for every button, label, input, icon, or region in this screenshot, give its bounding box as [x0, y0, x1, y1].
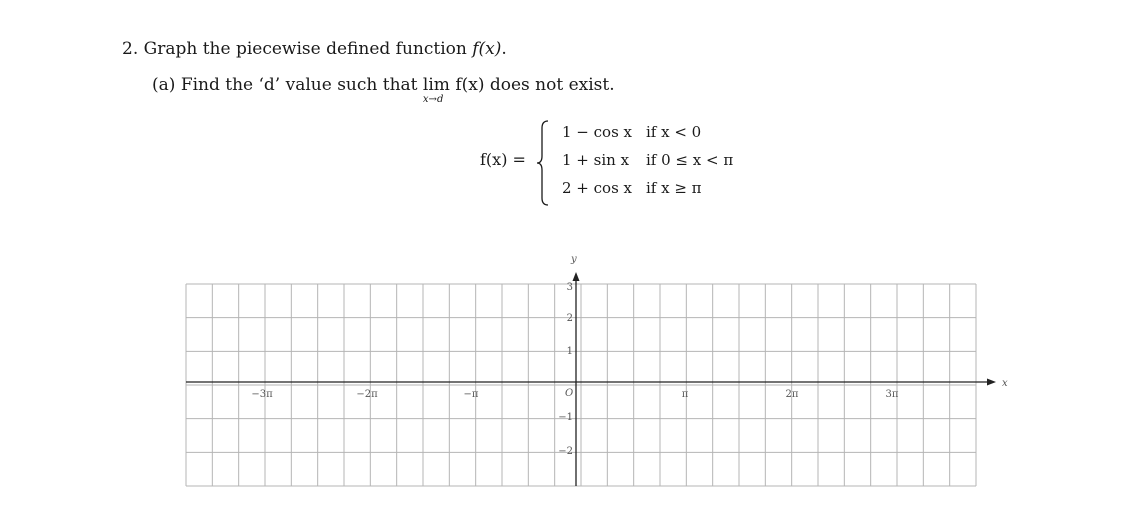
- x-tick-label: π: [681, 389, 689, 400]
- limit-operator: lim x→d: [422, 75, 450, 105]
- question-func: f(x): [472, 39, 502, 59]
- x-tick-label: 2π: [785, 389, 799, 400]
- x-axis: [186, 379, 996, 386]
- question-number: 2.: [122, 39, 139, 59]
- part-a-text: Find the ‘d’ value such that: [180, 75, 418, 95]
- grid-lines: [186, 284, 976, 486]
- y-axis-label: y: [571, 254, 577, 265]
- y-tick-label: 2: [566, 313, 573, 324]
- case-3-expr: 2 + cos x: [562, 179, 633, 197]
- case-2-expr: 1 + sin x: [562, 151, 630, 169]
- x-tick-label: −3π: [251, 389, 273, 400]
- part-a-text-after: f(x) does not exist.: [455, 75, 615, 95]
- piecewise-lhs: f(x) =: [480, 150, 526, 169]
- y-tick-label: −1: [558, 412, 573, 423]
- limit-subscript: x→d: [422, 94, 444, 105]
- origin-label: O: [565, 388, 574, 399]
- case-3-cond: if x ≥ π: [646, 179, 702, 197]
- question-title: 2. Graph the piecewise defined function f(x).: [122, 39, 507, 59]
- y-axis-arrow-icon: [573, 272, 580, 281]
- x-axis-label: x: [1002, 378, 1008, 389]
- y-tick-label: 3: [566, 282, 573, 293]
- question-text: Graph the piecewise defined function: [143, 39, 467, 59]
- x-tick-label: 3π: [885, 389, 899, 400]
- y-tick-label: −2: [558, 446, 573, 457]
- y-tick-label: 1: [566, 346, 573, 357]
- x-tick-label: −2π: [356, 389, 378, 400]
- x-axis-arrow-icon: [987, 379, 996, 386]
- x-tick-label: −π: [463, 389, 479, 400]
- case-2-cond: if 0 ≤ x < π: [646, 151, 734, 169]
- case-1-expr: 1 − cos x: [562, 123, 633, 141]
- case-1-cond: if x < 0: [646, 123, 702, 141]
- y-axis: [573, 272, 580, 486]
- part-a-label: (a): [152, 75, 176, 95]
